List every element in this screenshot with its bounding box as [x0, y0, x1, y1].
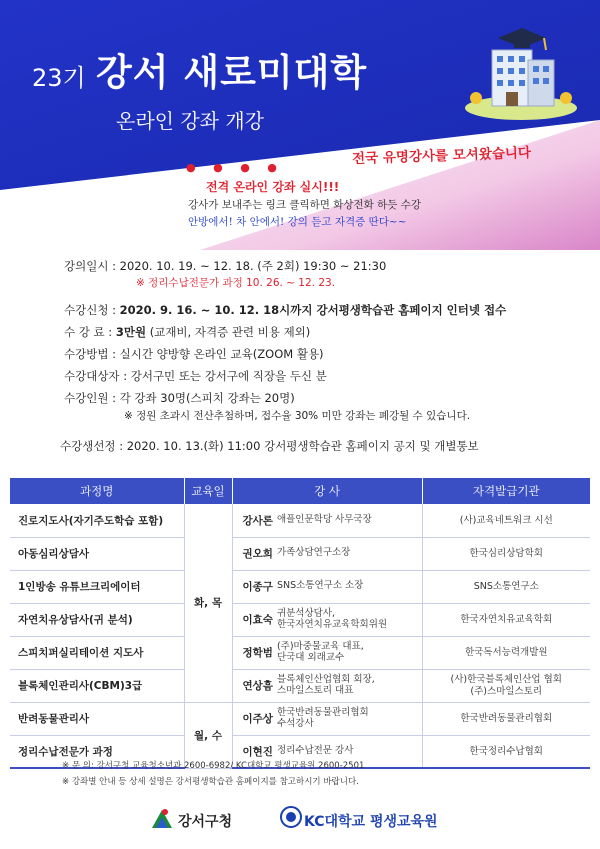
kc-university-logo-icon — [280, 806, 302, 828]
lecturer-desc — [277, 548, 350, 559]
lecturer-desc-1: 애플인문학당 사무국장 — [276, 513, 372, 525]
header-day: 교육일 — [184, 478, 232, 504]
lecturer-name: 권오희 — [242, 548, 273, 560]
course-name: 진로지도사(자기주도학습 포함) — [10, 504, 184, 537]
contact-note: ※ 문 의: 강서구청 교육청소년과 2600-6982/ KC대학교 평생교육원 2600-2501 — [62, 761, 365, 771]
org-cell — [422, 537, 590, 570]
kc-university-logo-text: KC대학교 평생교육원 — [304, 814, 438, 830]
org-name: 한국자연치유교육학회 — [460, 613, 553, 625]
lecturer-desc-2: 스마일스토리 대표 — [276, 684, 354, 696]
method-label: 수강방법 : — [64, 347, 116, 361]
info-fee — [64, 324, 310, 340]
footer-logos — [0, 800, 600, 840]
lecturer-desc — [277, 581, 363, 592]
selection-value: 2020. 10. 13.(화) 11:00 강서평생학습관 홈페이지 공지 및 개별통보 — [126, 439, 479, 453]
table-header-row — [10, 478, 590, 504]
lecturer-name: 이효숙 — [242, 614, 273, 626]
gangseo-logo-text: 강서구청 — [178, 814, 233, 830]
hero-banner — [0, 0, 600, 250]
table-row — [10, 504, 590, 537]
slogan: 전국 유명강사를 모셔왔습니다 — [351, 144, 532, 168]
lecturer-desc-1: 정리수납전문 강사 — [276, 744, 354, 756]
table-row — [10, 636, 590, 669]
org-cell — [422, 570, 590, 603]
target-label: 수강대상자 : — [64, 369, 128, 383]
lecturer-desc-2: 수석강사 — [276, 717, 314, 729]
org-cell — [422, 669, 590, 702]
apply-value: 2020. 9. 16. ~ 10. 12. 18시까지 강서평생학습관 홈페이지 인터넷 접수 — [119, 303, 507, 317]
org-cell — [422, 504, 590, 537]
header-org: 자격발급기관 — [422, 478, 590, 504]
gangseo-logo-icon — [150, 806, 174, 830]
capacity-note: ※ 정원 초과시 전산추첨하며, 접수율 30% 미만 강좌는 폐강될 수 있습니다. — [124, 410, 471, 422]
course-table — [10, 478, 590, 769]
university-building-icon — [462, 20, 580, 120]
org-cell — [422, 636, 590, 669]
course-name: 1인방송 유튜브크리에이터 — [10, 570, 184, 603]
lecturer-desc-2: 한국자연치유교육학회위원 — [276, 618, 388, 630]
lecturer-cell — [232, 504, 422, 537]
org-name: 한국정리수납협회 — [469, 745, 543, 757]
info-target — [64, 368, 327, 384]
intro-line-2: 안방에서! 차 안에서! 강의 듣고 자격증 딴다~~ — [188, 216, 407, 228]
table-row — [10, 603, 590, 636]
fee-amount: 3만원 — [115, 325, 147, 339]
lecturer-desc-1: (주)마중물교육 대표, — [276, 640, 364, 652]
page-subtitle: 온라인 강좌 개강 — [116, 109, 264, 133]
lecturer-cell — [232, 636, 422, 669]
footer-notes — [62, 758, 364, 790]
table-row — [10, 537, 590, 570]
fee-label: 수 강 료 : — [64, 325, 113, 339]
table-row — [10, 702, 590, 735]
lecturer-desc — [277, 708, 369, 730]
lecturer-desc-1: 가족상담연구소장 — [276, 547, 351, 559]
fee-note: (교재비, 자격증 관련 비용 제외) — [146, 325, 311, 339]
course-name: 블록체인관리사(CBM)3급 — [10, 669, 184, 702]
course-name: 스피치퍼실리테이션 지도사 — [10, 636, 184, 669]
apply-label: 수강신청 : — [64, 303, 116, 317]
lecturer-cell — [232, 669, 422, 702]
org-cell — [422, 603, 590, 636]
course-name: 반려동물관리사 — [10, 702, 184, 735]
info-selection — [60, 438, 479, 454]
lecturer-desc — [277, 642, 364, 664]
lecturer-name: 이주상 — [242, 713, 273, 725]
lecturer-cell — [232, 570, 422, 603]
info-capacity — [64, 390, 295, 406]
decorative-dots: ● ● ● ● — [186, 161, 284, 174]
lecturer-cell — [232, 537, 422, 570]
lecturer-desc-1: SNS소통연구소 소장 — [276, 580, 364, 592]
course-name: 아동심리상담사 — [10, 537, 184, 570]
lecturer-desc-1: 귀분석상담사, — [276, 607, 336, 619]
org-name: SNS소통연구소 — [473, 580, 539, 592]
org-cell — [422, 702, 590, 735]
selection-label: 수강생선정 : — [60, 439, 124, 453]
intro-line-1: 강사가 보내주는 링크 클릭하면 화상전화 하듯 수강 — [188, 199, 422, 211]
org-name: 한국독서능력개발원 — [464, 646, 548, 658]
table-row — [10, 669, 590, 702]
header-lecturer: 강 사 — [232, 478, 422, 504]
lecturer-name: 이현진 — [242, 745, 273, 758]
page-title: 강서 새로미대학 — [96, 51, 368, 94]
org-name: (사)교육네트워크 시선 — [459, 514, 553, 526]
lecturer-name: 이종구 — [242, 581, 273, 593]
org-cell — [422, 735, 590, 768]
lecturer-name: 강사론 — [242, 514, 273, 527]
period-label: 강의일시 : — [64, 259, 116, 273]
lecturer-name: 정학범 — [242, 647, 273, 659]
info-apply — [64, 302, 506, 318]
info-period — [64, 258, 386, 274]
lecturer-cell — [232, 603, 422, 636]
lecturer-desc-2: 단국대 외래교수 — [276, 651, 345, 663]
lecturer-desc — [277, 609, 387, 631]
lecturer-name: 연상흠 — [242, 680, 273, 692]
target-value: 강서구민 또는 강서구에 직장을 두신 분 — [130, 369, 327, 383]
period-value: 2020. 10. 19. ~ 12. 18. (주 2회) 19:30 ~ 21:30 — [119, 259, 387, 273]
website-note: ※ 강좌별 안내 등 상세 설명은 강서평생학습관 홈페이지를 참고하시기 바랍니다. — [62, 777, 359, 788]
capacity-value: 각 강좌 30명(스피치 강좌는 20명) — [119, 391, 295, 405]
lecturer-desc-1: 한국반려동물관리협회 — [276, 706, 369, 718]
org-name: 한국심리상담학회 — [469, 547, 543, 559]
lecturer-desc — [277, 746, 353, 757]
method-value: 실시간 양방향 온라인 교육(ZOOM 활용) — [119, 347, 324, 361]
course-name: 정리수납전문가 과정 — [10, 735, 184, 768]
table-row — [10, 570, 590, 603]
lecturer-cell — [232, 702, 422, 735]
lecturer-desc — [277, 515, 372, 526]
org-name: (사)한국블록체인산업 협회 — [450, 674, 562, 686]
intro-heading: 전격 온라인 강좌 실시!!! — [206, 180, 340, 194]
header-course: 과정명 — [10, 478, 184, 504]
info-method — [64, 346, 324, 362]
org-name: 한국반려동물관리협회 — [460, 712, 553, 724]
day-group-2: 월, 수 — [184, 702, 232, 768]
lecturer-desc — [277, 675, 375, 697]
period-note: ※ 정리수납전문가 과정 10. 26. ~ 12. 23. — [136, 277, 336, 289]
org-name-2: (주)스마일스토리 — [470, 685, 543, 697]
course-name: 자연치유상담사(귀 분석) — [10, 603, 184, 636]
day-group-1: 화, 목 — [184, 504, 232, 702]
lecturer-desc-1: 블록체인산업협회 회장, — [276, 673, 375, 685]
capacity-label: 수강인원 : — [64, 391, 116, 405]
generation-label: 23기 — [32, 64, 86, 92]
